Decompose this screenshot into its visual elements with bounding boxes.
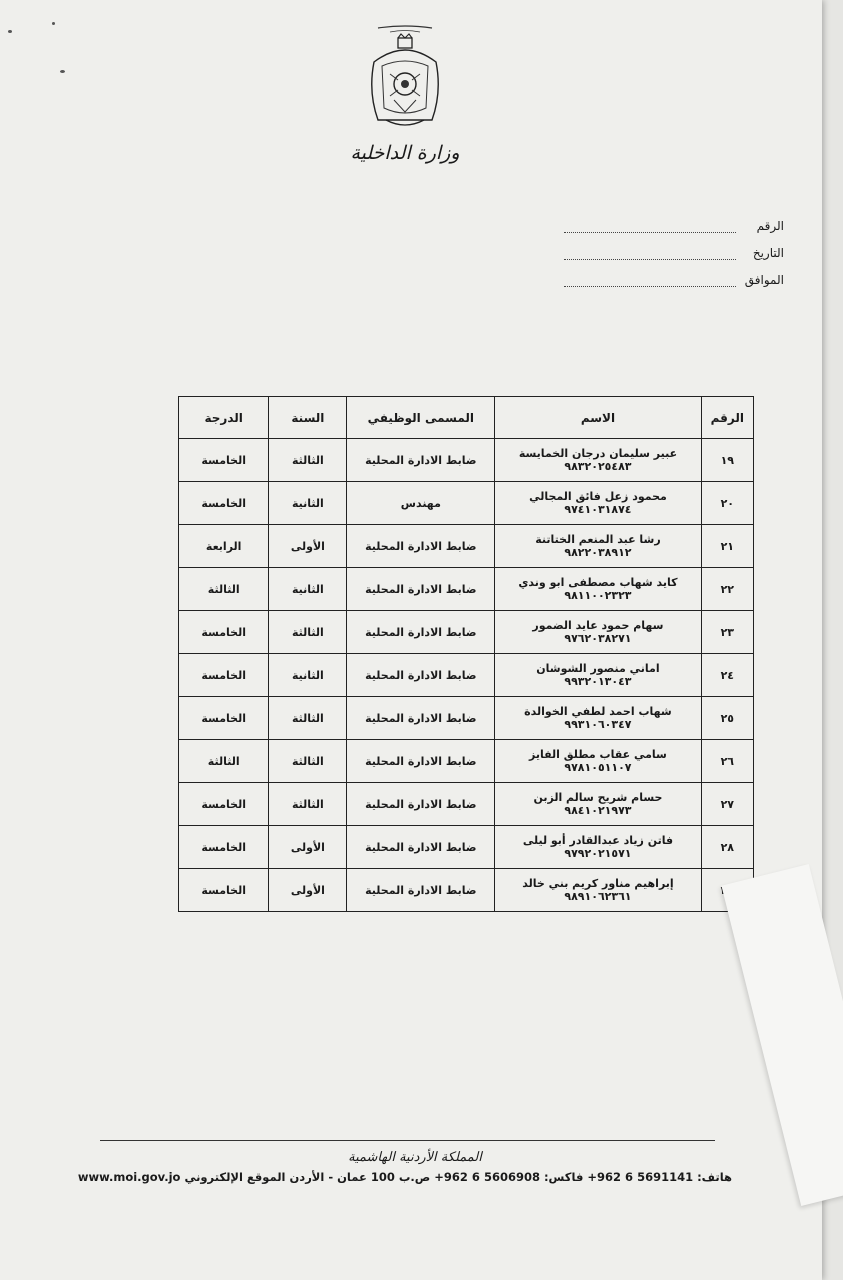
- table-header-row: [179, 397, 754, 439]
- row-number: ٢٣: [701, 611, 753, 654]
- coat-of-arms-icon: [360, 22, 450, 134]
- blank-line: [564, 272, 736, 287]
- job-title: مهندس: [347, 482, 495, 525]
- name-cell: [495, 826, 701, 869]
- name-cell: [495, 697, 701, 740]
- job-title: ضابط الادارة المحلية: [347, 869, 495, 912]
- field-label: الموافق: [744, 273, 784, 287]
- grade: الرابعة: [179, 525, 269, 568]
- year: الثالثة: [269, 783, 347, 826]
- national-id: ٩٨٩١٠٦٢٣٦١: [564, 890, 632, 903]
- national-id: ٩٩٣٢٠١٣٠٤٣: [564, 675, 632, 688]
- job-title: ضابط الادارة المحلية: [347, 697, 495, 740]
- grade: الخامسة: [179, 697, 269, 740]
- row-number: ٢١: [701, 525, 753, 568]
- blank-line: [564, 218, 736, 233]
- table-body: [179, 439, 754, 912]
- header-grade: الدرجة: [179, 397, 269, 439]
- year: الثانية: [269, 654, 347, 697]
- national-id: ٩٧٦٢٠٣٨٢٧١: [564, 632, 632, 645]
- grade: الخامسة: [179, 654, 269, 697]
- date-field: [564, 233, 784, 260]
- staff-table: [178, 396, 754, 912]
- employee-name: شهاب احمد لطفي الخوالدة: [524, 705, 672, 718]
- header-name: الاسم: [495, 397, 701, 439]
- table-row: [179, 783, 754, 826]
- grade: الخامسة: [179, 783, 269, 826]
- national-id: ٩٨٣٢٠٢٥٤٨٣: [564, 460, 632, 473]
- grade: الخامسة: [179, 482, 269, 525]
- national-id: ٩٩٣١٠٦٠٣٤٧: [564, 718, 632, 731]
- employee-name: سامي عقاب مطلق الفايز: [529, 748, 667, 761]
- name-cell: [495, 611, 701, 654]
- ink-speck: [52, 22, 55, 25]
- employee-name: إبراهيم مناور كريم بني خالد: [522, 877, 674, 890]
- row-number: ٢٥: [701, 697, 753, 740]
- year: الأولى: [269, 826, 347, 869]
- national-id: ٩٨١١٠٠٢٣٢٣: [564, 589, 632, 602]
- employee-name: سهام حمود عايد الضمور: [532, 619, 664, 632]
- job-title: ضابط الادارة المحلية: [347, 783, 495, 826]
- year: الثالثة: [269, 439, 347, 482]
- employee-name: اماني منصور الشوشان: [536, 662, 660, 675]
- year: الأولى: [269, 525, 347, 568]
- reference-fields: [564, 206, 784, 287]
- job-title: ضابط الادارة المحلية: [347, 654, 495, 697]
- name-cell: [495, 869, 701, 912]
- employee-name: فاتن زياد عبدالقادر أبو ليلى: [522, 834, 674, 847]
- year: الثالثة: [269, 697, 347, 740]
- job-title: ضابط الادارة المحلية: [347, 740, 495, 783]
- name-cell: [495, 783, 701, 826]
- employee-name: كايد شهاب مصطفى ابو وندي: [518, 576, 678, 589]
- grade: الخامسة: [179, 439, 269, 482]
- name-cell: [495, 568, 701, 611]
- row-number: ١٩: [701, 439, 753, 482]
- national-id: ٩٧٨١٠٥١١٠٧: [564, 761, 632, 774]
- footer-divider: [100, 1140, 715, 1141]
- employee-name: عبير سليمان درجان الخمايسة: [518, 447, 678, 460]
- table-row: [179, 654, 754, 697]
- job-title: ضابط الادارة المحلية: [347, 439, 495, 482]
- row-number: ٢٨: [701, 826, 753, 869]
- job-title: ضابط الادارة المحلية: [347, 611, 495, 654]
- field-label: الرقم: [756, 219, 784, 233]
- table-row: [179, 525, 754, 568]
- grade: الثالثة: [179, 740, 269, 783]
- national-id: ٩٨٢٢٠٣٨٩١٢: [564, 546, 632, 559]
- row-number: ٢٦: [701, 740, 753, 783]
- table-row: [179, 611, 754, 654]
- year: الأولى: [269, 869, 347, 912]
- header-number: الرقم: [701, 397, 753, 439]
- reference-number-field: [564, 206, 784, 233]
- table-row: [179, 740, 754, 783]
- grade: الخامسة: [179, 826, 269, 869]
- footer-contact-info: هاتف: 5691141 6 962+ فاكس: 5606908 6 962+ ص.ب 100 عمان - الأردن الموقع الإلكتروني www.moi.gov.jo: [77, 1170, 732, 1184]
- name-cell: [495, 525, 701, 568]
- employee-name: رشا عبد المنعم الختاتنة: [535, 533, 661, 546]
- footer-kingdom-name: المملكة الأردنية الهاشمية: [348, 1150, 482, 1165]
- ink-speck: [60, 70, 65, 73]
- name-cell: [495, 439, 701, 482]
- table-row: [179, 568, 754, 611]
- job-title: ضابط الادارة المحلية: [347, 568, 495, 611]
- field-label: التاريخ: [752, 246, 784, 260]
- ink-speck: [8, 30, 12, 33]
- ministry-name: وزارة الداخلية: [350, 142, 460, 164]
- row-number: ٢٠: [701, 482, 753, 525]
- year: الثانية: [269, 482, 347, 525]
- national-id: ٩٨٤١٠٢١٩٧٣: [564, 804, 632, 817]
- national-id: ٩٧٤١٠٣١٨٧٤: [564, 503, 632, 516]
- corresponding-date-field: [564, 260, 784, 287]
- grade: الخامسة: [179, 611, 269, 654]
- table-row: [179, 697, 754, 740]
- year: الثالثة: [269, 611, 347, 654]
- row-number: ٢٢: [701, 568, 753, 611]
- table-row: [179, 826, 754, 869]
- employee-name: حسام شريح سالم الزبن: [533, 791, 663, 804]
- year: الثانية: [269, 568, 347, 611]
- blank-line: [564, 245, 736, 260]
- national-id: ٩٧٩٢٠٢١٥٧١: [564, 847, 632, 860]
- table-row: [179, 482, 754, 525]
- table-row: [179, 439, 754, 482]
- job-title: ضابط الادارة المحلية: [347, 525, 495, 568]
- year: الثالثة: [269, 740, 347, 783]
- table-row: [179, 869, 754, 912]
- name-cell: [495, 482, 701, 525]
- name-cell: [495, 740, 701, 783]
- grade: الخامسة: [179, 869, 269, 912]
- row-number: ٢٧: [701, 783, 753, 826]
- grade: الثالثة: [179, 568, 269, 611]
- job-title: ضابط الادارة المحلية: [347, 826, 495, 869]
- name-cell: [495, 654, 701, 697]
- row-number: ٢٤: [701, 654, 753, 697]
- employee-name: محمود زعل فائق المجالي: [529, 490, 667, 503]
- header-year: السنة: [269, 397, 347, 439]
- header-job-title: المسمى الوظيفي: [347, 397, 495, 439]
